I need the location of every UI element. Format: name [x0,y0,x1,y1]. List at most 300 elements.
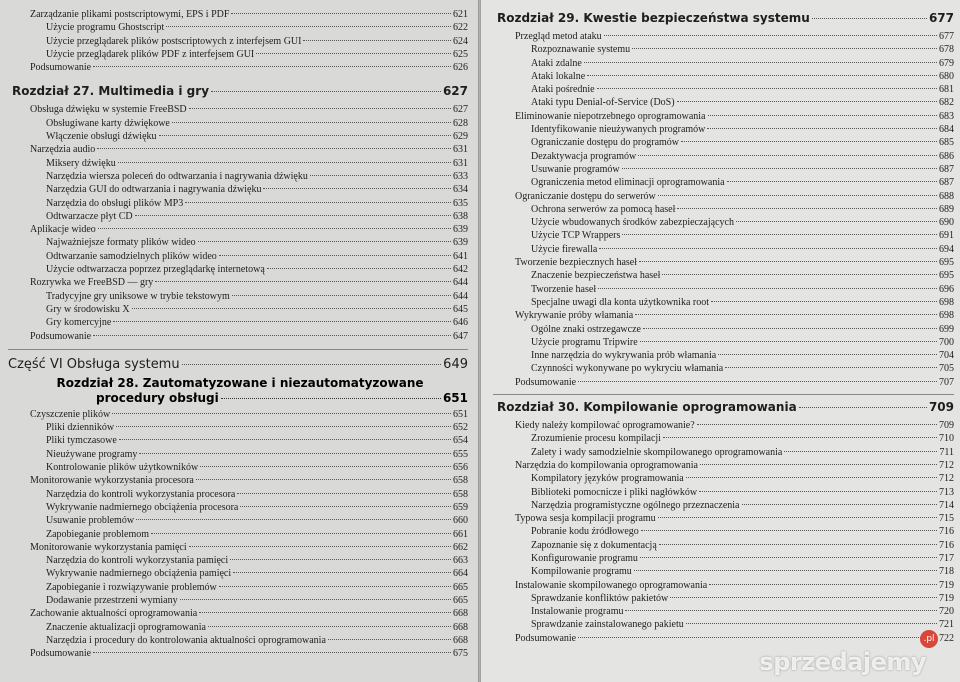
toc-subsection-entry [8,263,468,276]
entry-title: Aplikacje wideo [30,224,96,236]
toc-subsection-entry [8,290,468,303]
toc-subsection-entry [493,136,954,149]
leader-dots [677,208,937,209]
toc-subsection-entry [8,197,468,210]
entry-page: 679 [939,57,954,69]
entry-title: Konfigurowanie programu [531,552,638,564]
entry-page: 711 [939,446,954,458]
leader-dots [139,453,451,454]
entry-title: Podsumowanie [30,62,92,74]
chapter-30-heading [493,394,954,416]
toc-subsection-entry [493,605,954,618]
toc-subsection-entry [8,130,468,143]
toc-section-entry [8,276,468,289]
leader-dots [159,135,451,136]
entry-title: Kompilowanie programu [531,566,632,578]
entry-title: Zapobieganie problemom [46,528,150,540]
toc-section-entry [493,459,954,472]
leader-dots [97,148,451,149]
entry-page: 629 [453,131,468,143]
toc-subsection-entry [493,618,954,631]
toc-section-entry [493,512,954,525]
leader-dots [725,367,937,368]
chapter-page: 651 [442,390,468,405]
toc-section-chapter-28 [8,408,468,661]
entry-page: 627 [453,104,468,116]
entry-page: 688 [939,190,954,202]
toc-subsection-entry [493,229,954,242]
entry-title: Użycie wbudowanych środków zabezpieczających [531,217,734,229]
leader-dots [93,66,451,67]
entry-page: 635 [453,197,468,209]
entry-title: Użycie programu Tripwire [531,336,638,348]
leader-dots [625,610,937,611]
leader-dots [598,288,937,289]
entry-title: Usuwanie programów [531,163,620,175]
entry-page: 625 [453,48,468,60]
toc-subsection-entry [8,210,468,223]
entry-page: 698 [939,296,954,308]
entry-title: Narzędzia do obsługi plików MP3 [46,197,184,209]
entry-title: Podsumowanie [515,632,577,644]
chapter-29-heading [493,10,954,27]
entry-page: 686 [939,150,954,162]
toc-subsection-entry [493,539,954,552]
entry-title: Ataki lokalne [531,70,586,82]
entry-page: 690 [939,217,954,229]
toc-subsection-entry [8,581,468,594]
entry-page: 704 [939,350,954,362]
watermark-badge: .pl [920,630,938,648]
leader-dots [587,75,937,76]
toc-subsection-entry [493,269,954,282]
chapter-page: 627 [442,84,468,99]
entry-title: Ataki pośrednie [531,84,595,96]
entry-title: Pobranie kodu źródłowego [531,526,639,538]
entry-page: 691 [939,230,954,242]
entry-page: 624 [453,35,468,47]
leader-dots [578,637,937,638]
entry-title: Użycie przeglądarek plików postscriptowych z interfejsem GUI [46,35,302,47]
toc-subsection-entry [493,216,954,229]
leader-dots [151,533,451,534]
leader-dots [219,255,451,256]
part-6-heading [8,349,468,374]
toc-section-entry [493,419,954,432]
entry-title: Narzędzia programistyczne ogólnego przeznaczenia [531,499,740,511]
leader-dots [736,221,937,222]
toc-subsection-entry [493,70,954,83]
leader-dots [116,426,451,427]
toc-subsection-entry [8,316,468,329]
leader-dots [136,519,451,520]
toc-subsection-entry [8,554,468,567]
toc-subsection-entry [8,621,468,634]
entry-title: Ograniczanie dostępu do serwerów [515,190,656,202]
entry-title: Ochrona serwerów za pomocą haseł [531,203,676,215]
toc-subsection-entry [8,434,468,447]
leader-dots [784,451,937,452]
toc-subsection-entry [8,448,468,461]
entry-page: 680 [939,70,954,82]
toc-subsection-entry [8,21,468,34]
leader-dots [211,91,441,92]
entry-title: Użycie programu Ghostscript [46,22,165,34]
entry-title: Specjalne uwagi dla konta użytkownika root [531,296,710,308]
toc-subsection-entry [8,634,468,647]
leader-dots [640,341,937,342]
entry-title: Zapoznanie się z dokumentacją [531,539,657,551]
entry-title: Ataki typu Denial-of-Service (DoS) [531,97,675,109]
leader-dots [132,308,451,309]
entry-page: 651 [453,408,468,420]
entry-page: 713 [939,486,954,498]
leader-dots [93,652,451,653]
chapter-27-heading [8,79,468,100]
toc-section-entry [8,143,468,156]
toc-subsection-entry [493,499,954,512]
toc-subsection-entry [8,117,468,130]
entry-title: Gry komercyjne [46,317,112,329]
entry-title: Podsumowanie [30,330,92,342]
entry-page: 647 [453,330,468,342]
leader-dots [263,188,451,189]
entry-title: Narzędzia do kontroli wykorzystania procesora [46,488,236,500]
entry-title: Instalowanie programu [531,606,624,618]
entry-title: Tradycyjne gry uniksowe w trybie tekstowym [46,290,230,302]
leader-dots [639,261,937,262]
entry-page: 622 [453,22,468,34]
entry-title: Gry w środowisku X [46,303,130,315]
chapter-title: Rozdział 29. Kwestie bezpieczeństwa systemu [497,11,810,25]
entry-page: 665 [453,594,468,606]
entry-title: Włączenie obsługi dźwięku [46,131,157,143]
entry-page: 668 [453,621,468,633]
entry-page: 639 [453,237,468,249]
entry-page: 715 [939,513,954,525]
toc-subsection-entry [8,461,468,474]
entry-title: Rozrywka we FreeBSD — gry [30,277,154,289]
leader-dots [635,314,937,315]
leader-dots [700,464,937,465]
entry-page: 681 [939,84,954,96]
leader-dots [663,437,937,438]
leader-dots [686,623,937,624]
leader-dots [189,546,451,547]
entry-page: 633 [453,170,468,182]
toc-subsection-entry [493,296,954,309]
toc-subsection-entry [493,203,954,216]
leader-dots [640,557,937,558]
leader-dots [699,491,937,492]
leader-dots [708,115,938,116]
entry-page: 662 [453,541,468,553]
leader-dots [727,181,937,182]
entry-page: 707 [939,376,954,388]
leader-dots [182,364,442,365]
toc-section-chapter-29 [493,30,954,389]
toc-subsection-entry [493,283,954,296]
entry-page: 683 [939,110,954,122]
leader-dots [799,407,927,408]
entry-page: 668 [453,608,468,620]
toc-section-entry [8,541,468,554]
chapter-title: Rozdział 27. Multimedia i gry [12,84,210,99]
entry-title: Zrozumienie procesu kompilacji [531,433,661,445]
entry-page: 621 [453,9,468,20]
entry-page: 659 [453,501,468,513]
entry-title: Narzędzia i procedury do kontrolowania aktualności oprogramowania [46,634,326,646]
leader-dots [155,281,451,282]
entry-title: Czyszczenie plików [30,408,111,420]
leader-dots [677,101,937,102]
entry-page: 642 [453,264,468,276]
entry-page: 689 [939,203,954,215]
entry-title: Dodawanie przestrzeni wymiany [46,594,178,606]
entry-title: Wykrywanie nadmiernego obciążenia pamięci [46,568,232,580]
entry-page: 626 [453,62,468,74]
leader-dots [240,506,451,507]
toc-subsection-entry [8,183,468,196]
entry-page: 644 [453,277,468,289]
entry-page: 719 [939,579,954,591]
entry-title: Zalety i wady samodzielnie skompilowanego oprogramowania [531,446,783,458]
leader-dots [718,354,937,355]
entry-title: Ataki zdalne [531,57,582,69]
entry-title: Dezaktywacja programów [531,150,637,162]
toc-section-entry [493,309,954,322]
entry-page: 661 [453,528,468,540]
toc-subsection-entry [8,48,468,61]
toc-subsection-entry [493,432,954,445]
entry-title: Pliki tymczasowe [46,435,117,447]
leader-dots [93,335,451,336]
entry-page: 687 [939,177,954,189]
entry-page: 700 [939,336,954,348]
entry-title: Miksery dźwięku [46,157,116,169]
entry-title: Ograniczenia metod eliminacji oprogramowania [531,177,725,189]
toc-section-entry [8,103,468,116]
leader-dots [681,141,937,142]
toc-section-entry [493,632,954,645]
part-title: Część VI Obsługa systemu [8,356,180,372]
toc-subsection-entry [8,567,468,580]
entry-page: 698 [939,310,954,322]
entry-title: Typowa sesja kompilacji programu [515,513,656,525]
entry-page: 682 [939,97,954,109]
toc-subsection-entry [493,336,954,349]
leader-dots [189,108,451,109]
entry-page: 718 [939,566,954,578]
leader-dots [118,162,451,163]
leader-dots [622,168,937,169]
entry-title: Inne narzędzia do wykrywania prób włamania [531,350,717,362]
entry-title: Sprawdzanie konfliktów pakietów [531,592,669,604]
toc-subsection-entry [8,594,468,607]
entry-page: 644 [453,290,468,302]
entry-title: Zachowanie aktualności oprogramowania [30,608,198,620]
entry-page: 695 [939,257,954,269]
entry-title: Najważniejsze formaty plików wideo [46,237,196,249]
toc-subsection-entry [493,57,954,70]
chapter-page: 709 [928,400,954,415]
leader-dots [604,35,937,36]
entry-page: 721 [939,619,954,631]
entry-title: Przegląd metod ataku [515,31,602,42]
entry-page: 696 [939,283,954,295]
entry-page: 709 [939,420,954,432]
entry-title: Użycie odtwarzacza poprzez przeglądarkę internetową [46,264,265,276]
entry-title: Podsumowanie [30,648,92,660]
entry-page: 710 [939,433,954,445]
entry-page: 658 [453,475,468,487]
entry-title: Narzędzia GUI do odtwarzania i nagrywania dźwięku [46,184,262,196]
entry-title: Tworzenie haseł [531,283,597,295]
leader-dots [658,195,937,196]
entry-page: 665 [453,581,468,593]
toc-subsection-entry [493,323,954,336]
toc-section-entry [493,110,954,123]
toc-section-entry [493,190,954,203]
toc-subsection-entry [8,236,468,249]
leader-dots [172,122,451,123]
chapter-page: 677 [928,11,954,25]
entry-title: Narzędzia do kontroli wykorzystania pamięci [46,555,229,567]
toc-section-entry [8,607,468,620]
toc-subsection-entry [8,501,468,514]
entry-title: Wykrywanie próby włamania [515,310,634,322]
entry-page: 654 [453,435,468,447]
toc-subsection-entry [493,349,954,362]
entry-title: Instalowanie skompilowanego oprogramowania [515,579,708,591]
toc-subsection-entry [8,488,468,501]
entry-title: Narzędzia audio [30,144,96,156]
entry-title: Biblioteki pomocnicze i pliki nagłówków [531,486,698,498]
toc-subsection-entry [8,250,468,263]
leader-dots [199,612,451,613]
leader-dots [622,234,937,235]
entry-page: 664 [453,568,468,580]
leader-dots [233,572,451,573]
toc-section-entry [8,223,468,236]
entry-page: 631 [453,144,468,156]
toc-subsection-entry [8,303,468,316]
leader-dots [113,321,451,322]
entry-page: 631 [453,157,468,169]
leader-dots [208,626,451,627]
leader-dots [135,215,451,216]
entry-page: 685 [939,137,954,149]
entry-page: 675 [453,648,468,660]
entry-page: 716 [939,539,954,551]
leader-dots [200,466,451,467]
entry-page: 639 [453,224,468,236]
entry-page: 652 [453,422,468,434]
entry-page: 668 [453,634,468,646]
right-page [481,0,960,682]
toc-subsection-entry [8,421,468,434]
entry-title: Monitorowanie wykorzystania pamięci [30,541,187,553]
leader-dots [597,88,937,89]
entry-title: Wykrywanie nadmiernego obciążenia procesora [46,501,239,513]
leader-dots [119,439,451,440]
toc-section-entry [493,579,954,592]
entry-page: 663 [453,555,468,567]
entry-title: Zarządzanie plikami postscriptowymi, EPS i PDF [30,9,230,20]
chapter-title: Rozdział 30. Kompilowanie oprogramowania [497,400,797,415]
entry-title: Monitorowanie wykorzystania procesora [30,475,194,487]
toc-subsection-entry [493,163,954,176]
toc-subsection-entry [493,552,954,565]
leader-dots [219,586,451,587]
entry-title: Odtwarzanie samodzielnych plików wideo [46,250,217,262]
entry-title: Usuwanie problemów [46,515,135,527]
toc-subsection-entry [8,157,468,170]
toc-subsection-entry [493,43,954,56]
entry-page: 655 [453,448,468,460]
toc-section-entry [8,647,468,660]
toc-subsection-entry [493,243,954,256]
toc-section-entry [8,330,468,343]
entry-page: 678 [939,44,954,56]
entry-page: 719 [939,592,954,604]
entry-title: Znaczenie aktualizacji oprogramowania [46,621,206,633]
entry-title: Ogólne znaki ostrzegawcze [531,323,641,335]
entry-page: 695 [939,270,954,282]
chapter-28-heading [8,376,468,406]
leader-dots [310,175,451,176]
entry-title: Znaczenie bezpieczeństwa haseł [531,270,661,282]
leader-dots [643,328,937,329]
toc-section-entry [8,474,468,487]
entry-page: 658 [453,488,468,500]
leader-dots [638,155,937,156]
leader-dots [303,40,451,41]
entry-page: 714 [939,499,954,511]
toc-subsection-entry [493,525,954,538]
leader-dots [98,228,451,229]
leader-dots [231,13,451,14]
leader-dots [670,597,937,598]
leader-dots [221,398,441,399]
toc-subsection-entry [493,96,954,109]
entry-page: 716 [939,526,954,538]
entry-page: 705 [939,363,954,375]
leader-dots [230,559,451,560]
entry-page: 722 [939,632,954,644]
leader-dots [641,530,937,531]
entry-page: 699 [939,323,954,335]
toc-subsection-entry [493,83,954,96]
toc-section-entry [493,30,954,43]
entry-page: 656 [453,462,468,474]
leader-dots [112,413,451,414]
entry-title: Narzędzia do kompilowania oprogramowania [515,459,698,471]
chapter-title-line2: procedury obsługi [96,390,219,405]
toc-subsection-entry [8,35,468,48]
entry-title: Narzędzia wiersza poleceń do odtwarzania i nagrywania dźwięku [46,170,308,182]
entry-title: Kiedy należy kompilować oprogramowanie? [515,420,695,432]
entry-title: Pliki dzienników [46,422,115,434]
toc-subsection-entry [8,170,468,183]
entry-title: Tworzenie bezpiecznych haseł [515,257,638,269]
leader-dots [697,424,937,425]
leader-dots [180,599,451,600]
entry-title: Identyfikowanie nieużywanych programów [531,124,706,136]
entry-title: Kontrolowanie plików użytkowników [46,462,199,474]
entry-page: 684 [939,124,954,136]
entry-title: Rozpoznawanie systemu [531,44,631,56]
